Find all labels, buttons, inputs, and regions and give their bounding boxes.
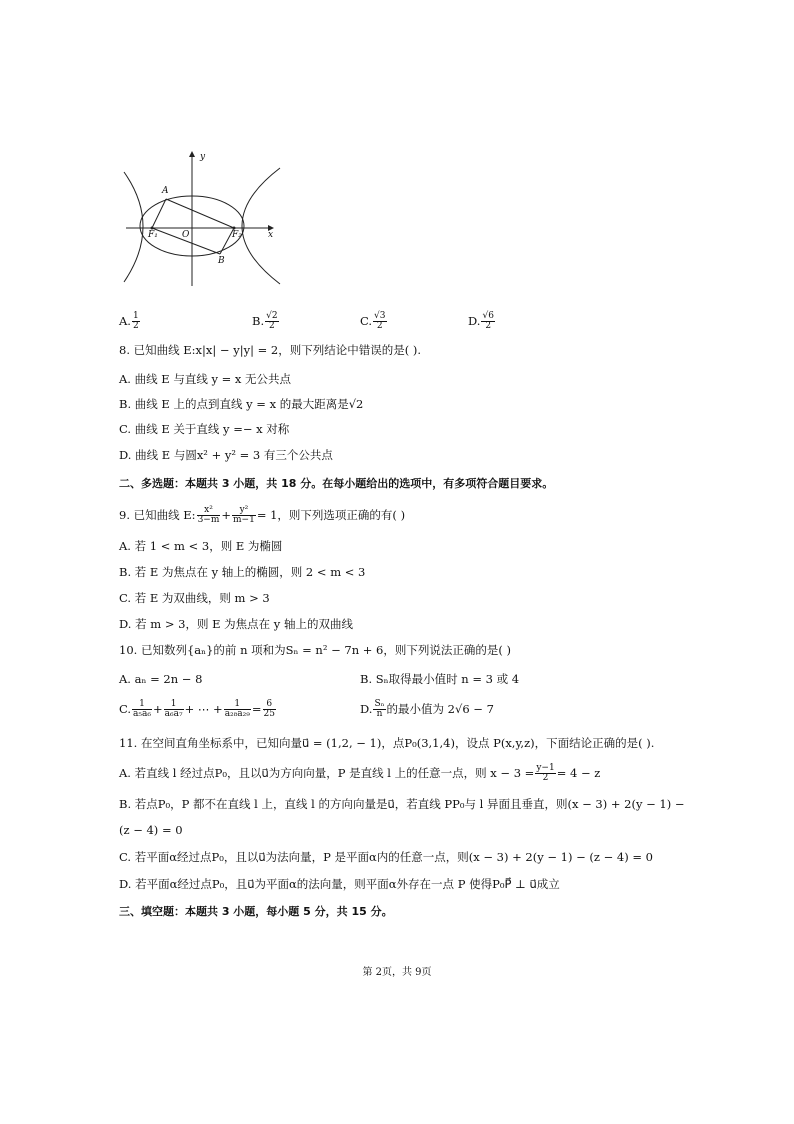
- denominator: 2: [376, 321, 383, 332]
- q8-stem: 8. 已知曲线 E:x|x| − y|y| = 2，则下列结论中错误的是( ).: [119, 343, 422, 357]
- option-text: = 4 − z: [556, 765, 601, 780]
- option-prefix: A.: [119, 313, 131, 328]
- stem-text: = 1，则下列选项正确的有( ): [256, 507, 406, 522]
- stem-text: 9. 已知曲线 E:: [119, 507, 196, 522]
- q8-option-a: A. 曲线 E 与直线 y = x 无公共点: [119, 372, 292, 386]
- denominator: a₂₈a₂₉: [224, 709, 250, 720]
- denominator: 3−m: [197, 515, 220, 526]
- fraction: [481, 312, 494, 332]
- plus-sign: +: [153, 701, 163, 716]
- q9-stem: [119, 506, 405, 526]
- numerator: 6: [263, 700, 276, 710]
- option-prefix: D.: [360, 701, 373, 716]
- q8-option-b: B. 曲线 E 上的点到直线 y = x 的最大距离是√2: [119, 397, 364, 411]
- denominator: 2: [485, 321, 492, 332]
- numerator: Sₙ: [374, 699, 385, 709]
- numerator: y−1: [536, 763, 555, 773]
- fraction: [535, 764, 555, 784]
- q11-option-d: D. 若平面α经过点P₀，且u⃗为平面α的法向量，则平面α外存在一点 P 使得P₀P⃗ ⊥ u⃗成立: [119, 877, 560, 891]
- q11-option-b-line2: (z − 4) = 0: [119, 823, 183, 837]
- numerator: 1: [132, 700, 152, 710]
- fraction: [373, 312, 386, 332]
- ellipsis-sum: + ⋯ +: [184, 701, 223, 716]
- plus-sign: +: [221, 507, 232, 522]
- label-o: O: [182, 230, 190, 240]
- numerator: √2: [266, 311, 278, 321]
- label-a: A: [162, 186, 169, 196]
- q10-option-b: B. Sₙ取得最小值时 n = 3 或 4: [360, 672, 520, 686]
- fraction: [263, 700, 276, 720]
- q8-option-c: C. 曲线 E 关于直线 y =− x 对称: [119, 422, 290, 436]
- numerator: x²: [197, 506, 221, 516]
- fraction: [164, 700, 184, 720]
- denominator: a₅a₆: [133, 709, 151, 720]
- label-b: B: [218, 256, 225, 266]
- denominator: 2: [132, 321, 139, 332]
- label-x: x: [268, 230, 274, 240]
- ellipse-hyperbola-figure: [118, 148, 282, 290]
- q7-option-a: [119, 312, 141, 332]
- q10-option-d: [360, 700, 494, 720]
- q10-option-c: [119, 700, 277, 720]
- numerator: √6: [482, 311, 494, 321]
- fraction: [224, 700, 251, 720]
- denominator: m−1: [233, 515, 255, 526]
- segment-a-f2: [166, 199, 234, 228]
- label-y: y: [200, 152, 206, 162]
- q10-option-a: A. aₙ = 2n − 8: [119, 672, 203, 686]
- option-prefix: D.: [468, 313, 481, 328]
- q9-option-c: C. 若 E 为双曲线，则 m > 3: [119, 591, 270, 605]
- label-f2: F₂: [232, 230, 242, 240]
- q11-stem: 11. 在空间直角坐标系中，已知向量u⃗ = (1,2, − 1)，点P₀(3,1,4)，设点 P(x,y,z)，下面结论正确的是( ).: [119, 736, 655, 750]
- page-footer: 第 2页，共 9页: [362, 967, 432, 978]
- equals-sign: =: [251, 701, 262, 716]
- denominator: a₆a₇: [164, 709, 183, 720]
- q8-option-d: D. 曲线 E 与圆x² + y² = 3 有三个公共点: [119, 448, 333, 462]
- label-f1: F₁: [148, 230, 158, 240]
- fraction-y: [232, 506, 256, 526]
- hyperbola-right-branch: [242, 168, 280, 284]
- numerator: y²: [232, 506, 256, 516]
- q7-option-c: [360, 312, 388, 332]
- fraction-x: [197, 506, 221, 526]
- figure-svg: [118, 148, 282, 290]
- q9-option-b: B. 若 E 为焦点在 y 轴上的椭圆，则 2 < m < 3: [119, 565, 366, 579]
- section-heading-fill-blank: 三、填空题：本题共 3 小题，每小题 5 分，共 15 分。: [119, 905, 393, 918]
- y-axis-arrow: [189, 151, 195, 157]
- fraction: [132, 700, 152, 720]
- segment-a-f1: [152, 199, 166, 228]
- fraction: [373, 700, 385, 720]
- q10-stem: 10. 已知数列{aₙ}的前 n 项和为Sₙ = n² − 7n + 6，则下列说法正确的是( ): [119, 643, 512, 657]
- numerator: 1: [224, 700, 251, 710]
- q9-option-a: A. 若 1 < m < 3，则 E 为椭圆: [119, 539, 283, 553]
- denominator: n: [376, 709, 383, 720]
- denominator: 25: [263, 709, 275, 720]
- q7-option-d: [468, 312, 496, 332]
- numerator: √3: [374, 311, 386, 321]
- denominator: 2: [542, 773, 549, 784]
- option-prefix: B.: [252, 313, 265, 328]
- option-text: A. 若直线 l 经过点P₀，且以u⃗为方向向量，P 是直线 l 上的任意一点，则 x − 3 =: [119, 765, 535, 780]
- option-text: 的最小值为 2√6 − 7: [386, 701, 494, 716]
- q7-option-b: [252, 312, 280, 332]
- section-heading-multiple-choice: 二、多选题：本题共 3 小题，共 18 分。在每小题给出的选项中，有多项符合题目要求。: [119, 477, 554, 490]
- fraction: [132, 312, 140, 332]
- q11-option-a: [119, 764, 600, 784]
- denominator: 2: [268, 321, 275, 332]
- numerator: 1: [164, 700, 184, 710]
- q9-option-d: D. 若 m > 3，则 E 为焦点在 y 轴上的双曲线: [119, 617, 353, 631]
- numerator: 1: [132, 311, 139, 321]
- option-prefix: C.: [360, 313, 373, 328]
- q11-option-b-line1: B. 若点P₀，P 都不在直线 l 上，直线 l 的方向向量是u⃗，若直线 PP₀与 l 异面且垂直，则(x − 3) + 2(y − 1) −: [119, 797, 685, 811]
- option-prefix: C.: [119, 701, 132, 716]
- q11-option-c: C. 若平面α经过点P₀，且以u⃗为法向量，P 是平面α内的任意一点，则(x − 3) + 2(y − 1) − (z − 4) = 0: [119, 850, 653, 864]
- fraction: [265, 312, 278, 332]
